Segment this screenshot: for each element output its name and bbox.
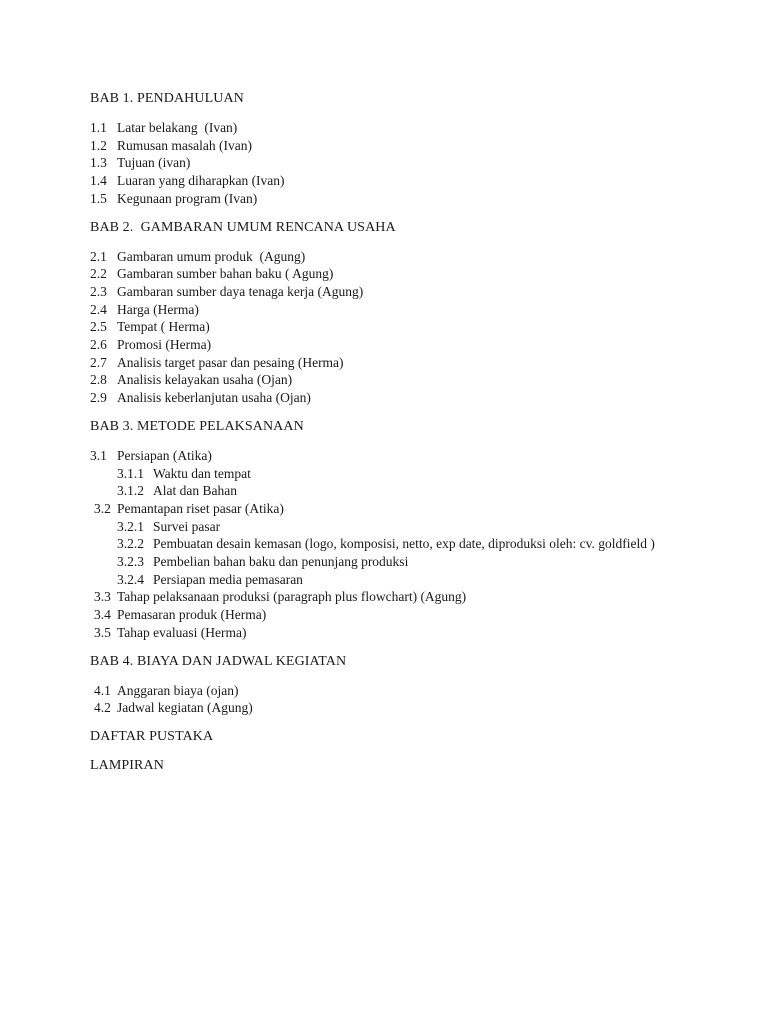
list-item — [90, 371, 730, 389]
item-number: 2.4 — [90, 301, 107, 317]
lampiran-heading: LAMPIRAN — [90, 757, 164, 773]
chapter-1-list — [90, 119, 730, 208]
item-text: Tahap pelaksanaan produksi (paragraph plus flowchart) (Agung) — [117, 589, 467, 605]
item-text: Rumusan masalah (Ivan) — [117, 137, 252, 153]
list-item — [90, 318, 730, 336]
chapter-4-heading: BAB 4. BIAYA DAN JADWAL KEGIATAN — [90, 653, 347, 669]
item-number: 3.5 — [94, 624, 111, 640]
item-text: Tujuan (ivan) — [117, 155, 191, 171]
item-text: Kegunaan program (Ivan) — [117, 190, 258, 206]
item-text: Promosi (Herma) — [117, 337, 212, 353]
list-item — [90, 682, 730, 700]
chapter-3-list — [90, 447, 730, 642]
item-number: 2.9 — [90, 390, 107, 406]
item-number: 4.2 — [94, 700, 111, 716]
item-number: 2.2 — [90, 266, 107, 282]
list-item — [90, 265, 730, 283]
item-text: Pemantapan riset pasar (Atika) — [117, 500, 284, 516]
item-number: 2.8 — [90, 372, 107, 388]
list-item — [90, 154, 730, 172]
item-text: Latar belakang (Ivan) — [117, 120, 238, 135]
item-text: Persiapan (Atika) — [117, 447, 212, 463]
list-item — [90, 336, 730, 354]
table-of-contents — [90, 90, 730, 775]
chapter-2-heading: BAB 2. GAMBARAN UMUM RENCANA USAHA — [90, 219, 396, 235]
item-number: 3.2.1 — [117, 518, 144, 534]
item-number: 4.1 — [94, 682, 111, 698]
sub-list-item — [90, 571, 730, 589]
item-text: Waktu dan tempat — [153, 465, 251, 481]
item-number: 2.3 — [90, 283, 107, 299]
sub-list-item — [90, 535, 730, 553]
sub-list-item — [90, 518, 730, 536]
item-number: 2.6 — [90, 337, 107, 353]
list-item — [90, 119, 730, 137]
item-text: Gambaran sumber daya tenaga kerja (Agung) — [117, 283, 364, 299]
item-text: Analisis kelayakan usaha (Ojan) — [117, 372, 293, 388]
item-number: 3.3 — [94, 589, 111, 605]
item-number: 1.2 — [90, 137, 107, 153]
item-text: Tahap evaluasi (Herma) — [117, 624, 247, 640]
item-number: 3.1 — [90, 447, 107, 463]
list-item — [90, 301, 730, 319]
chapter-1-heading: BAB 1. PENDAHULUAN — [90, 91, 244, 106]
item-text: Harga (Herma) — [117, 301, 199, 317]
sub-list-item — [90, 482, 730, 500]
daftar-pustaka-heading: DAFTAR PUSTAKA — [90, 728, 214, 744]
item-number: 1.5 — [90, 190, 107, 206]
list-item — [90, 500, 730, 518]
sub-list-item — [90, 465, 730, 483]
item-text: Analisis keberlanjutan usaha (Ojan) — [117, 390, 311, 406]
item-number: 1.3 — [90, 155, 107, 171]
item-text: Anggaran biaya (ojan) — [117, 682, 239, 698]
chapter-4-list — [90, 682, 730, 717]
list-item — [90, 606, 730, 624]
list-item — [90, 137, 730, 155]
list-item — [90, 190, 730, 208]
item-number: 3.1.1 — [117, 465, 144, 481]
item-number: 2.7 — [90, 354, 107, 370]
item-text: Jadwal kegiatan (Agung) — [117, 700, 253, 716]
item-text: Survei pasar — [153, 518, 221, 534]
item-text: Gambaran sumber bahan baku ( Agung) — [117, 266, 334, 282]
item-number: 3.2.3 — [117, 554, 144, 570]
item-text: Pembelian bahan baku dan penunjang produksi — [153, 554, 409, 570]
item-text: Pemasaran produk (Herma) — [117, 607, 267, 623]
list-item — [90, 588, 730, 606]
item-number: 3.2.4 — [117, 571, 144, 587]
item-text: Analisis target pasar dan pesaing (Herma) — [117, 354, 344, 370]
list-item — [90, 354, 730, 372]
item-text: Alat dan Bahan — [153, 483, 237, 499]
item-number: 3.1.2 — [117, 483, 144, 499]
item-text: Pembuatan desain kemasan (logo, komposisi, netto, exp date, diproduksi oleh: cv. goldfield ) — [153, 536, 655, 552]
list-item — [90, 172, 730, 190]
item-number: 3.4 — [94, 607, 111, 623]
sub-list-item — [90, 553, 730, 571]
item-text: Persiapan media pemasaran — [153, 571, 303, 587]
list-item — [90, 389, 730, 407]
chapter-3-heading: BAB 3. METODE PELAKSANAAN — [90, 418, 304, 434]
list-item — [90, 699, 730, 717]
list-item — [90, 248, 730, 266]
item-number: 2.1 — [90, 248, 107, 264]
chapter-2-list — [90, 248, 730, 407]
item-number: 1.1 — [90, 120, 107, 135]
item-text: Gambaran umum produk (Agung) — [117, 248, 306, 264]
list-item — [90, 283, 730, 301]
item-number: 1.4 — [90, 173, 107, 189]
item-number: 3.2.2 — [117, 536, 144, 552]
item-text: Luaran yang diharapkan (Ivan) — [117, 173, 285, 189]
list-item — [90, 624, 730, 642]
list-item — [90, 447, 730, 465]
item-text: Tempat ( Herma) — [117, 319, 210, 335]
item-number: 2.5 — [90, 319, 107, 335]
item-number: 3.2 — [94, 500, 111, 516]
